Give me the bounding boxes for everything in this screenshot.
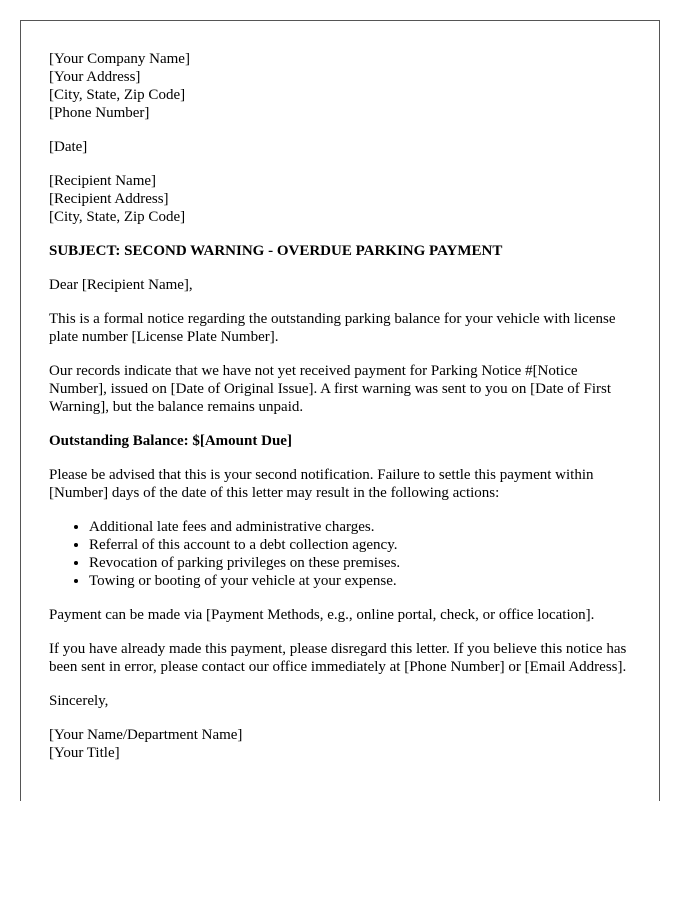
signature-title: [Your Title] — [49, 745, 120, 761]
letter-page — [20, 20, 660, 801]
list-item: • Towing or booting of your vehicle at your expense. — [89, 572, 631, 590]
sender-phone: [Phone Number] — [49, 105, 150, 121]
intro-paragraph: This is a formal notice regarding the outstanding parking balance for your vehicle with license plate number [License Plate Number]. — [49, 311, 616, 345]
recipient-city-state-zip: [City, State, Zip Code] — [49, 209, 186, 225]
signature-block — [49, 726, 631, 762]
list-item: • Referral of this account to a debt collection agency. — [89, 536, 631, 554]
recipient-block — [49, 172, 631, 226]
payment-paragraph: Payment can be made via [Payment Methods, e.g., online portal, check, or office location]. — [49, 607, 595, 623]
signature-name: [Your Name/Department Name] — [49, 727, 243, 743]
list-item: • Additional late fees and administrative charges. — [89, 518, 631, 536]
recipient-address: [Recipient Address] — [49, 191, 169, 207]
recipient-name: [Recipient Name] — [49, 173, 157, 189]
list-item: • Revocation of parking privileges on these premises. — [89, 554, 631, 572]
actions-list — [49, 518, 631, 590]
letter-date — [49, 138, 631, 156]
date-text: [Date] — [49, 139, 88, 155]
subject-line: SUBJECT: SECOND WARNING - OVERDUE PARKING PAYMENT — [49, 243, 503, 259]
sender-address: [Your Address] — [49, 69, 141, 85]
sender-company: [Your Company Name] — [49, 51, 190, 67]
sender-city-state-zip: [City, State, Zip Code] — [49, 87, 186, 103]
closing: Sincerely, — [49, 693, 109, 709]
advisory-paragraph: Please be advised that this is your second notification. Failure to settle this payment within [Number] days of the date of this letter may result in the following actions: — [49, 467, 594, 501]
outstanding-balance: Outstanding Balance: $[Amount Due] — [49, 433, 292, 449]
records-paragraph: Our records indicate that we have not yet received payment for Parking Notice #[Notice Number], issued on [Date of Original Issue]. A first warning was sent to you on [Date of First Warning], but the balance remains unpaid. — [49, 363, 611, 415]
disregard-paragraph: If you have already made this payment, please disregard this letter. If you believe this notice has been sent in error, please contact our office immediately at [Phone Number] or [Email Address]. — [49, 641, 627, 675]
sender-block — [49, 50, 631, 122]
salutation: Dear [Recipient Name], — [49, 277, 193, 293]
